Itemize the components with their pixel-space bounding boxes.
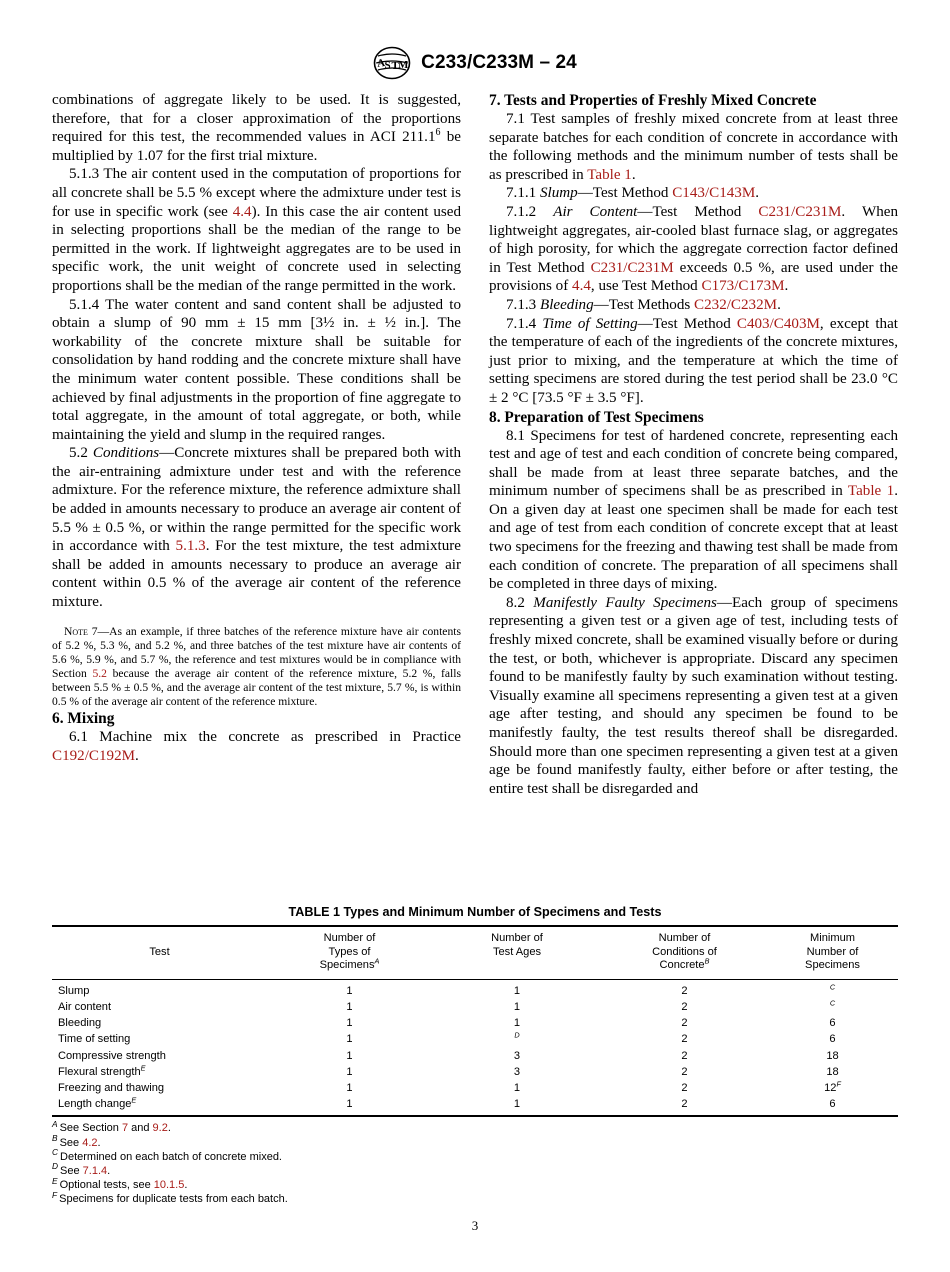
- table-1: [52, 925, 898, 1115]
- table-footnotes: [52, 1118, 898, 1206]
- cell-test-name: Slump: [58, 984, 90, 997]
- p711-text-1: —Test Method: [577, 185, 673, 202]
- note-text-2: because the average air content of the reference mixture, 5.2 %, falls between 5.5 % ± 0.5 %, and the average air content of the test mixture, 5.7 %, is within 0.5 % of the average air content of the reference mixture.: [52, 666, 461, 709]
- cell-minimum-number-of-specimens: $12^F$: [824, 1079, 841, 1094]
- paragraph-7-1: [489, 110, 898, 184]
- footnote-mark: D: [52, 1161, 59, 1172]
- table-row: [52, 1096, 898, 1115]
- footnote-ref-6: 6: [435, 127, 441, 139]
- p61-text-1: 6.1 Machine mix the concrete as prescribed in Practice: [69, 729, 461, 746]
- cell-conditions-of-concrete: 2: [681, 1017, 688, 1030]
- cell-test-name: Length change$^E$: [58, 1095, 137, 1111]
- p52-text-1: —Concrete mixtures shall be prepared both with the air-entraining admixture under test and with the reference admixture. For the reference mixture, the reference admixture shall be added in amounts necessary to produce an average air content of 5.5 % ± 0.5 %, or within the range permitted for the specific work in accordance with: [52, 445, 461, 555]
- paragraph-5-1-3: [52, 165, 461, 295]
- cell-minimum-number-of-specimens: 6: [829, 1033, 836, 1046]
- col-header-line: Test Ages: [492, 945, 542, 958]
- body-columns: [52, 91, 898, 871]
- cell-minimum-number-of-specimens: 18: [826, 1065, 839, 1078]
- footnote-mark: C: [52, 1147, 59, 1158]
- paragraph-7-1-1: [489, 184, 898, 203]
- p712-text-5: .: [784, 278, 789, 295]
- cell-types-of-specimens: 1: [346, 984, 353, 997]
- heading-7-tests: 7. Tests and Properties of Freshly Mixed Concrete: [489, 92, 817, 109]
- table-head: [52, 926, 898, 979]
- svg-text:A: A: [376, 56, 386, 70]
- footnote-text: See Section: [59, 1122, 122, 1135]
- svg-text:S: S: [384, 59, 391, 72]
- col-header-minimum-number-of-specimens: [767, 926, 898, 979]
- cross-ref-4-4-b[interactable]: 4.4: [572, 278, 591, 295]
- cross-ref-5-1-3[interactable]: 5.1.3: [175, 538, 206, 555]
- footnote-cross-ref[interactable]: 4.2: [82, 1136, 98, 1149]
- footnote-text: See: [59, 1136, 83, 1149]
- paragraph-7-1-3: [489, 296, 898, 315]
- table-footnote: [52, 1189, 898, 1206]
- col-header-line: Conditions of: [652, 945, 717, 958]
- p82-text: —Each group of specimens representing a given test or a given age of test, including tests of freshly mixed concrete, shall be examined visually before or during the test, or both, whichever is appropriate. Discard any specimen found to be manifestly faulty by such examination without testing. Visually examine all specimens representing a given test at a given age after testing, and should any specimen be found to be manifestly faulty, the test results thereof shall be disregarded. Should more than one specimen representing a given test at a given age be found manifestly faulty, either before or after testing, the entire test shall be disregarded and: [489, 594, 898, 797]
- astm-logo: [373, 46, 411, 80]
- p513-text-2: ). In this case the air content used in selecting proportions shall be the median of the range to be permitted in the work. If lightweight aggregates are to be used in specific work, the unit weight of concrete used in selecting proportions shall be the median of the range permitted in the work.: [52, 203, 461, 294]
- footnote-text: and: [128, 1122, 153, 1135]
- p713-text-1: —Test Methods: [593, 296, 695, 313]
- cell-types-of-specimens: 1: [346, 1049, 353, 1062]
- p52-text-2: . For the test mixture, the test admixture shall be added in amounts necessary to produce an average air content within 0.5 % of the average air content of the reference mixture.: [52, 538, 461, 611]
- p711-text-2: .: [755, 185, 760, 202]
- footnote-mark: A: [52, 1118, 58, 1129]
- cell-types-of-specimens: 1: [346, 1017, 353, 1030]
- table-footnote: [52, 1175, 898, 1192]
- note-text-1: —As an example, if three batches of the reference mixture have air contents of 5.2 %, 5.3 %, and 5.2 %, and three batches of the test mixture have air contents of 5.6 %, 5.9 %, and 5.7 %, the reference and test mixtures would be in compliance with Section: [52, 624, 461, 680]
- col-header-footnote-mark: B: [704, 956, 710, 966]
- cell-conditions-of-concrete: 2: [681, 1049, 688, 1062]
- paragraph-7-1-4: [489, 315, 898, 408]
- cell-number-of-test-ages: 3: [513, 1049, 521, 1062]
- cell-footnote-mark: C: [829, 982, 836, 992]
- cross-ref-c231-b[interactable]: C231/C231M: [590, 259, 674, 276]
- col-header-line: Specimens: [319, 959, 375, 972]
- footnote-mark: B: [52, 1132, 58, 1143]
- p61-text-2: .: [135, 747, 139, 764]
- p712-title: Air Content: [553, 203, 638, 220]
- table-footnote: [52, 1161, 898, 1178]
- cell-test-name: Compressive strength: [58, 1049, 166, 1062]
- cell-conditions-of-concrete: 2: [681, 984, 688, 997]
- cell-types-of-specimens: 1: [346, 1065, 353, 1078]
- table-body: [52, 979, 898, 1115]
- footnote-cross-ref[interactable]: 9.2: [152, 1122, 168, 1135]
- cell-conditions-of-concrete: 2: [681, 1082, 688, 1094]
- p513-text-1: 5.1.3 The air content used in the computation of proportions for all concrete shall be 5.5 % except where the admixture under test is for use in specific work (see: [52, 166, 461, 220]
- p71-text-2: .: [631, 166, 636, 183]
- p712-number: 7.1.2: [506, 203, 554, 220]
- paragraph-6-1: [52, 728, 461, 765]
- right-column: [489, 91, 898, 798]
- svg-text:T: T: [391, 60, 399, 72]
- p713-number: 7.1.3: [506, 296, 540, 313]
- cell-number-of-test-ages: 1: [513, 1098, 521, 1111]
- col-header-line: Number of: [658, 932, 711, 944]
- footnote-text: See: [60, 1165, 83, 1178]
- footnote-text: Determined on each batch of concrete mixed.: [60, 1150, 282, 1163]
- col-header-test: [52, 926, 267, 979]
- footnote-text: Optional tests, see: [59, 1179, 154, 1192]
- footnote-cross-ref[interactable]: 7.1.4: [82, 1165, 108, 1178]
- cell-test-name: Freezing and thawing: [58, 1082, 165, 1094]
- col-header-line: Specimens: [805, 959, 860, 972]
- col-header-conditions-of-concrete: [602, 926, 767, 979]
- page-number: 3: [471, 1218, 479, 1233]
- cell-test-name: Time of setting: [58, 1033, 131, 1046]
- note-number: 7: [87, 624, 98, 638]
- cross-ref-table-1-a[interactable]: Table 1: [587, 166, 632, 183]
- p714-text-1: —Test Method: [637, 315, 737, 332]
- p514-text: 5.1.4 The water content and sand content shall be adjusted to obtain a slump of 90 mm ± 15 mm [3½ in. ± ½ in.]. The workability of the concrete mixture shall be suitable for consolidation by hand rodding and the concrete mixture shall have the minimum water content possible. These conditions shall be achieved by final adjustments in the proportion of fine aggregate to total aggregate, in the amount of total aggregate, or both, while maintaining the yield and slump in the required ranges.: [52, 296, 461, 443]
- table-header-row: [52, 926, 898, 979]
- p52-title: Conditions: [92, 445, 160, 462]
- p713-text-2: .: [777, 296, 781, 313]
- cell-number-of-test-ages: 1: [513, 1000, 521, 1013]
- col-header-line: Concrete: [659, 959, 705, 972]
- footnote-text: Specimens for duplicate tests from each batch.: [59, 1193, 288, 1206]
- p712-text-2: . When lightweight aggregates, air-cooled blast furnace slag, or aggregates of high porosity, for which the aggregate correction factor defined in Test Method: [489, 203, 898, 276]
- table-row: [52, 999, 898, 1015]
- cross-ref-4-4[interactable]: 4.4: [232, 203, 252, 220]
- cell-types-of-specimens: 1: [346, 1000, 353, 1013]
- note-label: Note: [64, 624, 88, 638]
- cell-conditions-of-concrete: 2: [681, 1000, 688, 1013]
- cell-number-of-test-ages: [432, 1031, 602, 1047]
- p714-text-2: , except that the temperature of each of the ingredients of the concrete mixtures, just prior to mixing, and the temperature at which the time of setting specimens are stored during the test period shall be 23.0 °C ± 2 °C [73.5 °F ± 3.5 °F].: [489, 315, 898, 406]
- cell-number-of-test-ages: 1: [513, 1082, 521, 1094]
- p81-text-2: . On a given day at least one specimen shall be made for each test and age of test from each condition of concrete except that at least two specimens for the freezing and thawing test shall be made from each condition of concrete. The preparation of all specimens shall be completed in three days of mixing.: [489, 483, 898, 593]
- left-column: [52, 91, 461, 765]
- svg-text:M: M: [398, 59, 409, 71]
- table-bottom-rule: [52, 1115, 898, 1117]
- cell-test-name: Air content: [58, 1000, 112, 1013]
- cross-ref-c231-a[interactable]: C231/C231M: [758, 203, 842, 220]
- cell-minimum-number-of-specimens: 6: [829, 1098, 836, 1111]
- heading-8-preparation: 8. Preparation of Test Specimens: [489, 408, 704, 426]
- p82-number: 8.2: [506, 594, 534, 611]
- p82-title: Manifestly Faulty Specimens: [533, 594, 717, 611]
- paragraph-5-1-4: [52, 296, 461, 445]
- cell-minimum-number-of-specimens: 18: [826, 1049, 839, 1062]
- table-footnote: [52, 1132, 898, 1150]
- cell-minimum-number-of-specimens: [767, 999, 898, 1015]
- cell-types-of-specimens: 1: [346, 1082, 353, 1094]
- col-header-line: Number of: [806, 945, 859, 958]
- footnote-mark: F: [52, 1189, 58, 1200]
- footnote-cross-ref[interactable]: 10.1.5: [153, 1179, 185, 1192]
- cell-test-name: Bleeding: [58, 1017, 102, 1030]
- cell-number-of-test-ages: 1: [513, 1017, 521, 1030]
- cell-types-of-specimens: 1: [346, 1098, 353, 1111]
- table-row: [52, 1015, 898, 1031]
- table-row: [52, 1064, 898, 1080]
- p713-title: Bleeding: [539, 296, 594, 313]
- p52-number: 5.2: [69, 445, 93, 462]
- p711-number: 7.1.1: [506, 185, 540, 202]
- col-header-line: Number of: [323, 932, 376, 944]
- table-row: [52, 979, 898, 999]
- col-header-line: Minimum: [810, 932, 855, 944]
- p712-text-3: exceeds 0.5 %, are used under the provisions of: [489, 259, 898, 295]
- cell-conditions-of-concrete: 2: [681, 1065, 688, 1078]
- cross-ref-table-1-b[interactable]: Table 1: [847, 483, 895, 500]
- cell-number-of-test-ages: 1: [513, 984, 521, 997]
- cell-conditions-of-concrete: 2: [681, 1098, 688, 1111]
- footnote-cross-ref[interactable]: 7: [121, 1122, 129, 1135]
- cell-footnote-mark: F: [836, 1079, 841, 1089]
- cross-ref-c143[interactable]: C143/C143M: [672, 185, 756, 202]
- document-designation: C233/C233M – 24: [421, 52, 577, 73]
- note-7: [52, 625, 461, 710]
- table-row: [52, 1080, 898, 1096]
- paragraph-8-1: [489, 427, 898, 594]
- p71-text-1: 7.1 Test samples of freshly mixed concrete from at least three separate batches for each condition of concrete in accordance with the following methods and the minimum number of tests shall be as prescribed in: [489, 111, 898, 183]
- footnote-text: .: [97, 1136, 101, 1149]
- p711-title: Slump: [539, 185, 578, 202]
- paragraph-7-1-2: [489, 203, 898, 296]
- p714-title: Time of Setting: [542, 315, 638, 332]
- cross-ref-c403[interactable]: C403/C403M: [736, 315, 820, 332]
- cross-ref-c192[interactable]: C192/C192M: [52, 747, 136, 764]
- paragraph-8-2: [489, 594, 898, 799]
- col-header-number-of-test-ages: [432, 926, 602, 979]
- col-header-line: Test: [149, 945, 170, 958]
- continued-text-1: combinations of aggregate likely to be used. It is suggested, therefore, that for a closer approximation of the proportions required for this test, the recommended values in ACI 211.1: [52, 92, 461, 146]
- cell-minimum-number-of-specimens: [767, 979, 898, 999]
- cell-footnote-mark: E: [140, 1063, 146, 1073]
- cell-test-name: Flexural strength$^E$: [58, 1063, 146, 1078]
- cross-ref-c173[interactable]: C173/C173M: [701, 278, 785, 295]
- footnote-text: .: [107, 1165, 111, 1178]
- heading-6-mixing: 6. Mixing: [52, 710, 115, 728]
- footnote-text: .: [167, 1122, 171, 1135]
- cell-footnote-mark: E: [131, 1095, 137, 1105]
- col-header-line: Types of: [328, 945, 371, 958]
- table-row: [52, 1031, 898, 1047]
- footnote-text: .: [184, 1179, 188, 1192]
- cross-ref-c232[interactable]: C232/C232M: [694, 296, 778, 313]
- continued-text-2: be multiplied by 1.07 for the first trial mixture.: [52, 129, 461, 164]
- cell-footnote-mark: D: [514, 1030, 520, 1040]
- col-header-types-of-specimens: [267, 926, 432, 979]
- table-row: [52, 1048, 898, 1064]
- table-footnote: [52, 1118, 898, 1135]
- cell-types-of-specimens: 1: [346, 1033, 353, 1046]
- table-1-block: [52, 905, 898, 1207]
- cell-footnote-mark: C: [829, 998, 836, 1008]
- cell-minimum-number-of-specimens: 6: [829, 1017, 836, 1030]
- paragraph-5-2: [52, 444, 461, 611]
- paragraph-continued: [52, 91, 461, 165]
- table-footnote: [52, 1147, 898, 1164]
- p712-text-1: —Test Method: [637, 203, 759, 220]
- footnote-mark: E: [52, 1175, 58, 1186]
- p81-text-1: 8.1 Specimens for test of hardened concrete, representing each test and age of test and each condition of concrete being compared, shall be made from at least three separate batches, and the minimum number of specimens shall be as prescribed in: [489, 427, 898, 500]
- col-header-line: Number of: [491, 932, 543, 944]
- cell-conditions-of-concrete: 2: [681, 1033, 688, 1046]
- p712-text-4: , use Test Method: [590, 278, 702, 295]
- cross-ref-5-2[interactable]: 5.2: [92, 666, 107, 680]
- p714-number: 7.1.4: [506, 315, 543, 332]
- cell-number-of-test-ages: 3: [513, 1065, 521, 1078]
- table-1-title: TABLE 1 Types and Minimum Number of Specimens and Tests: [288, 905, 662, 919]
- page-header: [0, 46, 950, 80]
- col-header-footnote-mark: A: [374, 956, 380, 966]
